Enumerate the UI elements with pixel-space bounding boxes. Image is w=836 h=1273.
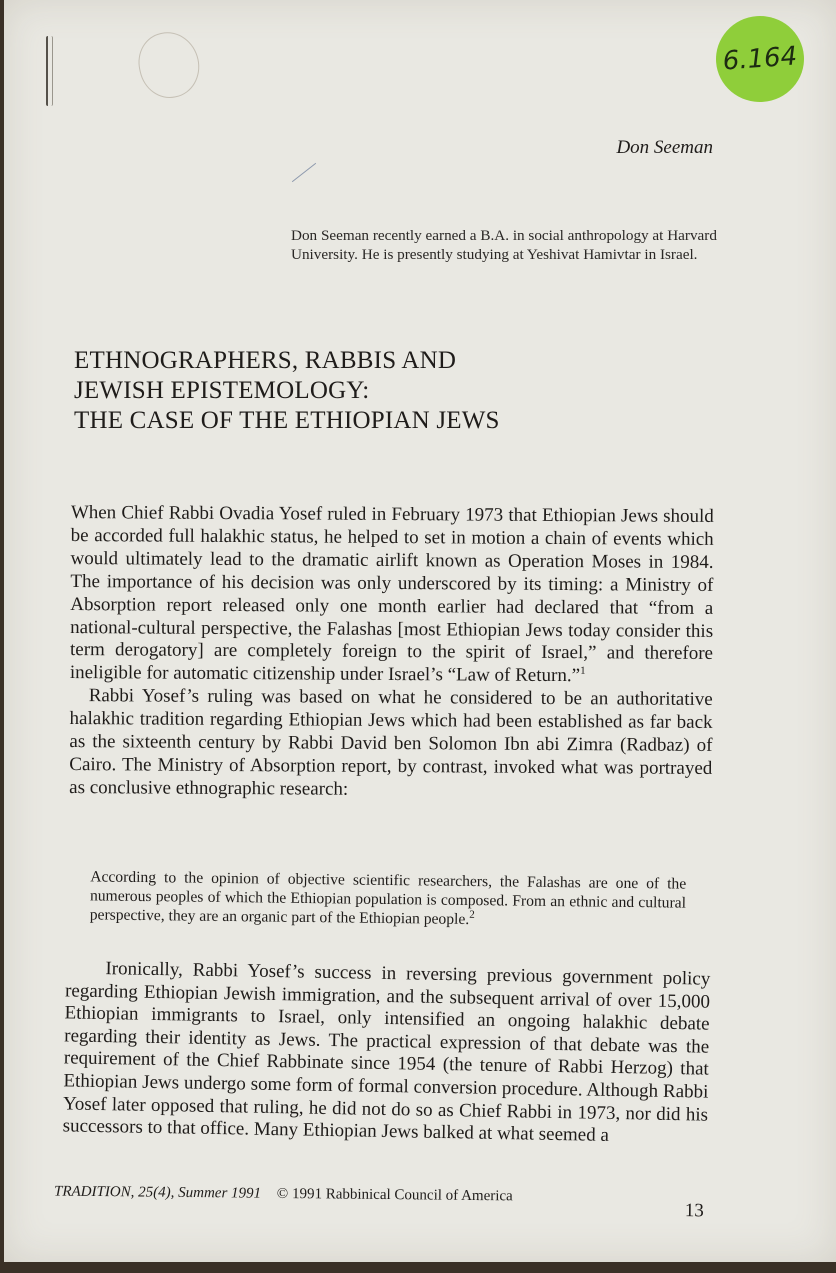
author-bio: Don Seeman recently earned a B.A. in social anthropology at Harvard University. He is presently studying at Yeshivat Hamivtar in Israel. bbox=[291, 227, 717, 263]
paragraph-1: When Chief Rabbi Ovadia Yosef ruled in February 1973 that Ethiopian Jews should be accorded full halakhic status, he helped to set in motion a chain of events which would ultimately lead to the dramatic airlift known as Operation Moses in 1984. The importance of his decision was only underscored by its timing: a Ministry of Absorption report released only one month earlier had declared that “from a national-cultural perspective, the Falashas [most Ethiopian Jews today consider this term derogatory] are completely foreign to the spirit of Israel,” and therefore ineligible for automatic citizenship under Israel’s “Law of Return.”$^1$ bbox=[69, 502, 714, 687]
pencil-tick-mark bbox=[292, 163, 316, 182]
journal-citation: TRADITION, 25(4), Summer 1991 bbox=[53, 1183, 262, 1202]
running-head-author: Don Seeman bbox=[616, 137, 713, 158]
title-line-1: ETHNOGRAPHERS, RABBIS AND bbox=[74, 347, 457, 374]
sticker-label: 6.164 bbox=[721, 41, 799, 77]
footnote-ref-1: 1 bbox=[580, 665, 586, 678]
page-sheet bbox=[4, 0, 836, 1262]
footnote-ref-2: 2 bbox=[469, 908, 475, 921]
pencil-circle-mark bbox=[133, 26, 205, 103]
page-number: 13 bbox=[684, 1200, 704, 1222]
catalog-sticker bbox=[713, 13, 807, 105]
body-text-continued bbox=[62, 957, 710, 1149]
paragraph-2: Rabbi Yosef’s ruling was based on what he considered to be an authoritative halakhic tradition regarding Ethiopian Jews which had been established as far back as the sixteenth century by Rabbi David ben Solomon Ibn abi Zimra (Radbaz) of Cairo. The Ministry of Absorption report, by contrast, invoked what was portrayed as conclusive ethnographic research: bbox=[69, 685, 713, 800]
article-title bbox=[74, 346, 500, 436]
body-text bbox=[69, 502, 714, 804]
copyright-notice: © 1991 Rabbinical Council of America bbox=[276, 1185, 513, 1205]
title-line-2: JEWISH EPISTEMOLOGY: bbox=[74, 377, 370, 404]
staple bbox=[46, 36, 53, 106]
block-quote: According to the opinion of objective scientific researchers, the Falashas are one of the numerous peoples of which the Ethiopian population is composed. From an ethnic and cultural perspective, they are an organic part of the Ethiopian people.$^2$ bbox=[89, 868, 687, 928]
paragraph-3: Ironically, Rabbi Yosef’s success in reversing previous government policy regarding Ethiopian Jewish immigration, and the subsequent arrival of over 15,000 Ethiopian immigrants to Israel, only intensified an ongoing halakhic debate regarding their identity as Jews. The practical expression of that debate was the requirement of the Chief Rabbinate since 1954 (the tenure of Rabbi Herzog) that Ethiopian Jews undergo some form of formal conversion procedure. Although Rabbi Yosef later opposed that ruling, he did not do so as Chief Rabbi in 1973, nor did his successors to that office. Many Ethiopian Jews balked at what seemed a bbox=[62, 958, 711, 1147]
page-footer bbox=[53, 1183, 708, 1222]
title-line-3: THE CASE OF THE ETHIOPIAN JEWS bbox=[74, 407, 500, 434]
